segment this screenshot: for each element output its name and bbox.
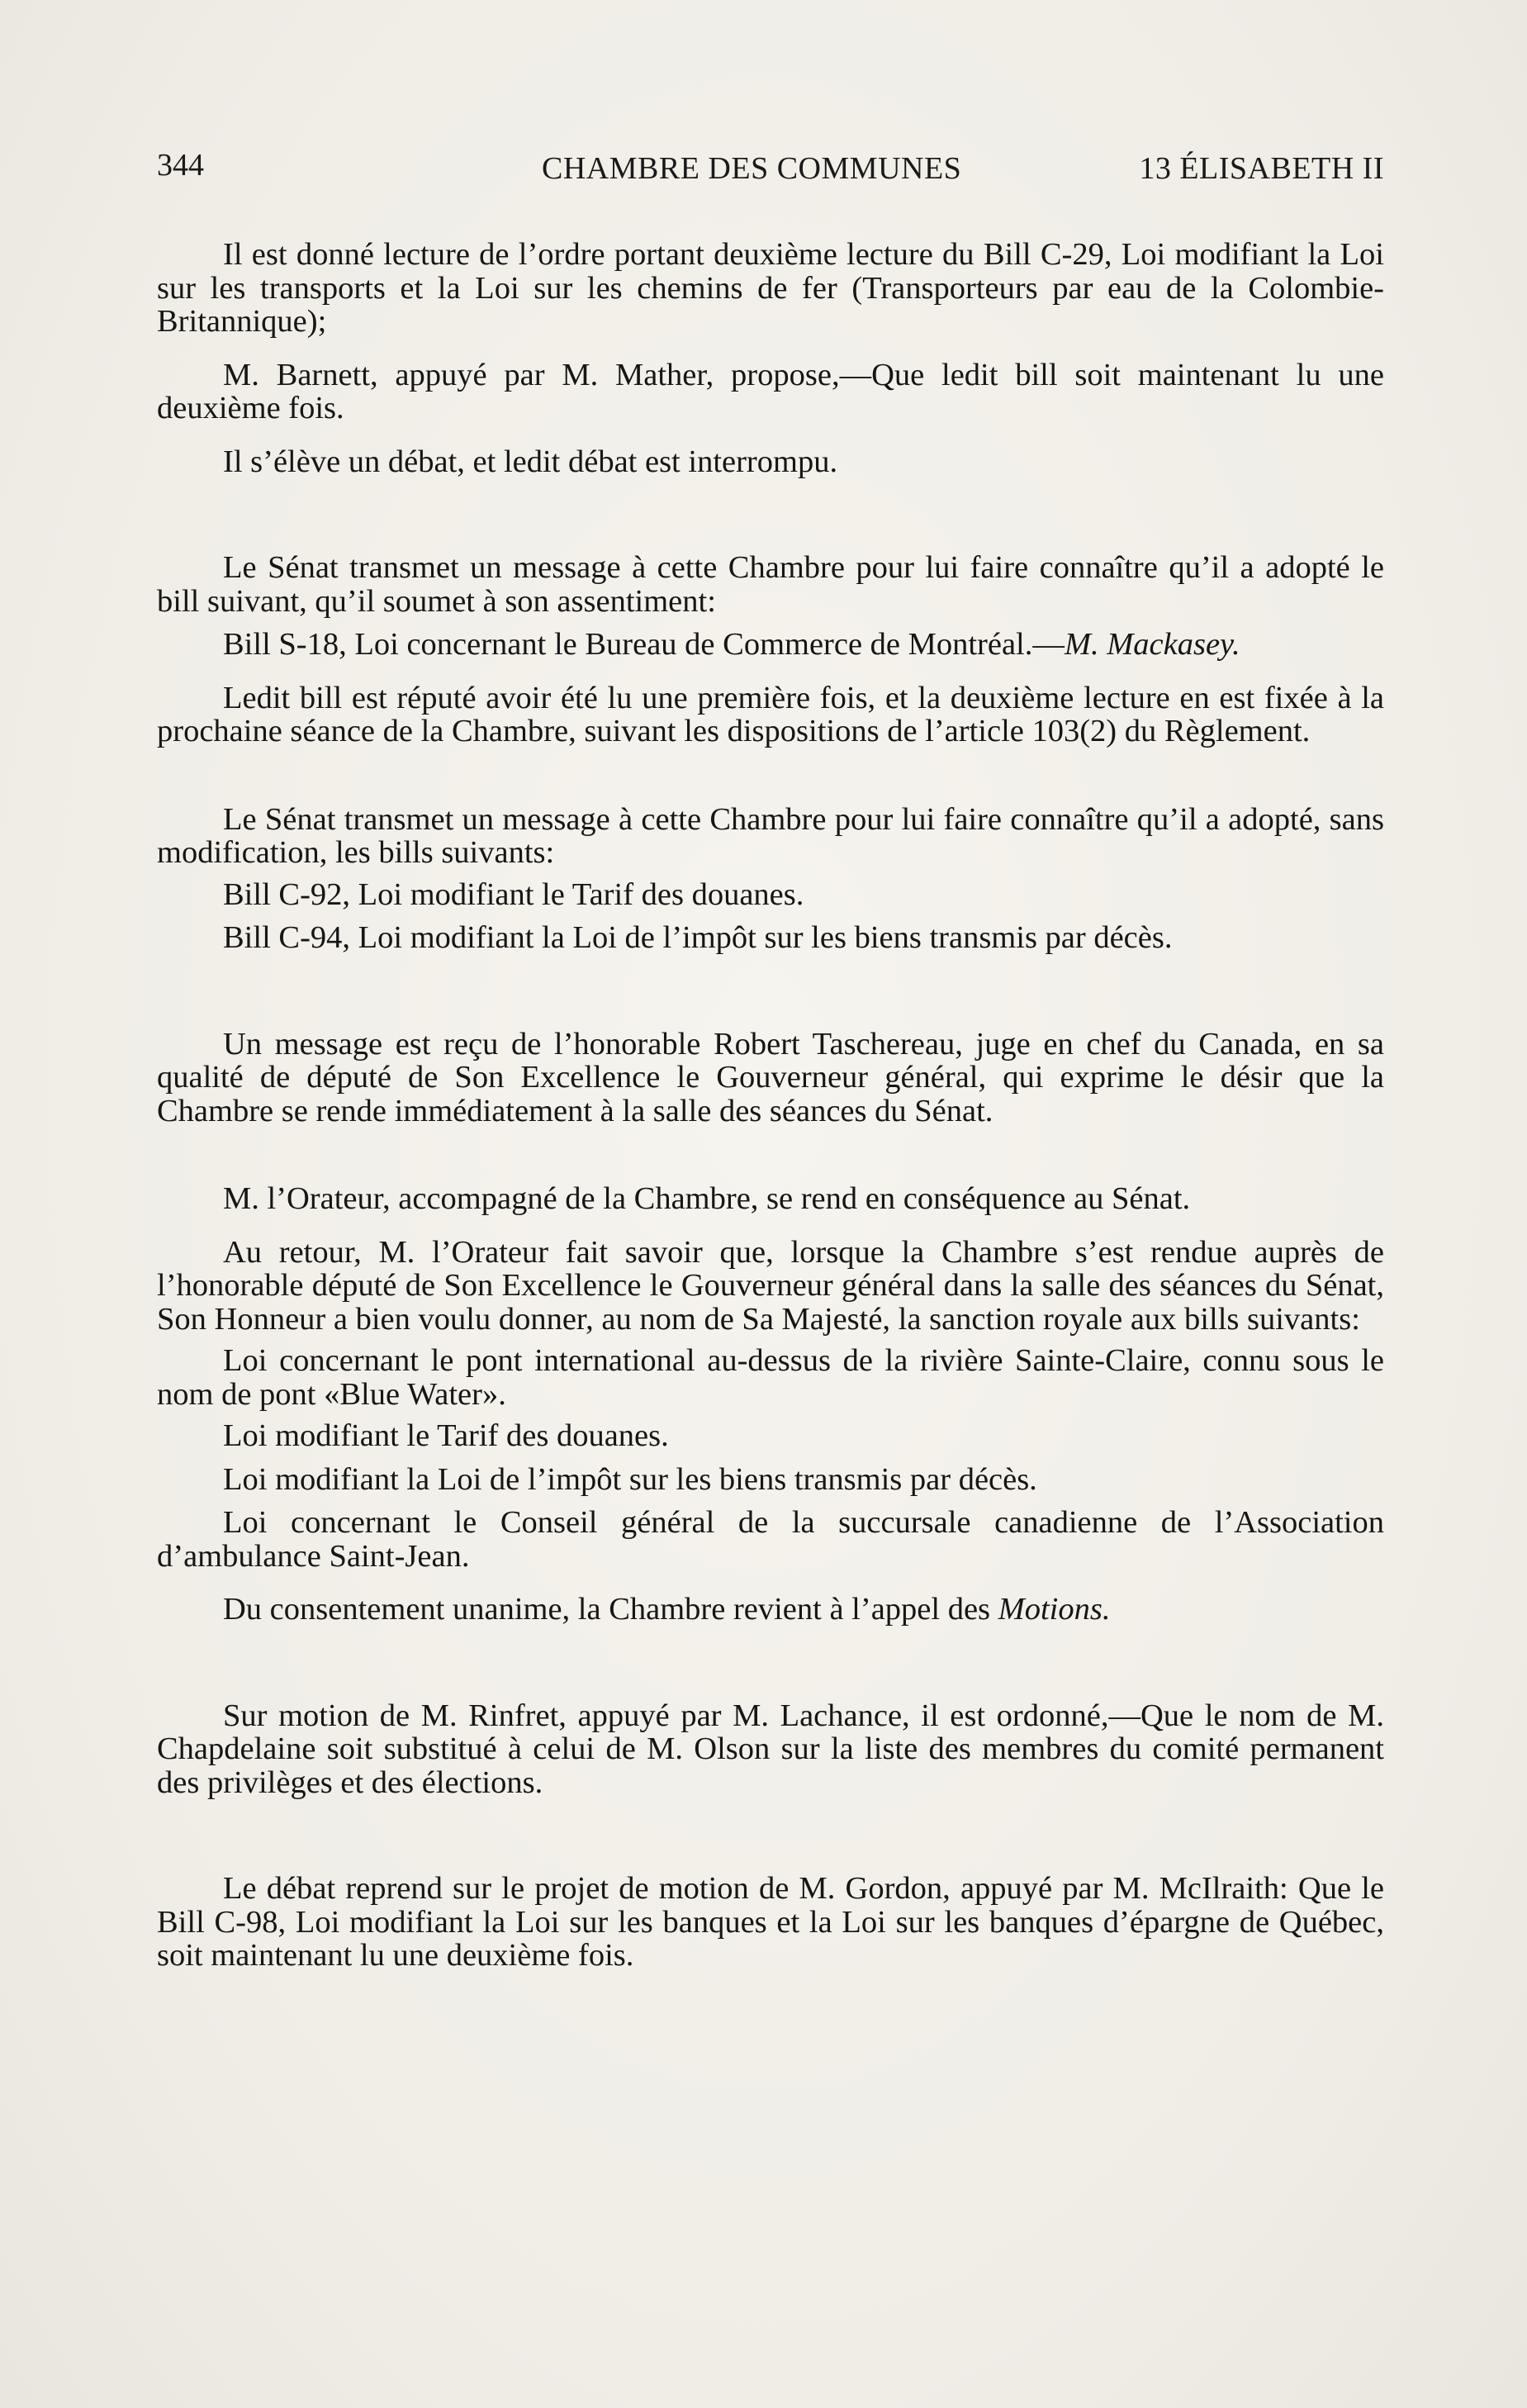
page-number: 344 (157, 148, 204, 183)
paragraph-bill-c92: Bill C-92, Loi modifiant le Tarif des douanes. (223, 876, 804, 912)
paragraph-assent-ambulance: Loi concernant le Conseil général de la succursale canadienne de l’Association d’ambulance Saint-Jean. (157, 1505, 1384, 1574)
bill-s18-text: Bill S-18, Loi concernant le Bureau de Commerce de Montréal.— (223, 627, 1065, 662)
paragraph-second-reading-c29: Il est donné lecture de l’ordre portant deuxième lecture du Bill C-29, Loi modifiant la Loi sur les transports et la Loi sur les chemins de fer (Transporteurs par eau de la Colombie-Britannique); (157, 237, 1384, 339)
paragraph-rinfret-motion: Sur motion de M. Rinfret, appuyé par M. Lachance, il est ordonné,—Que le nom de M. Chapdelaine soit substitué à celui de M. Olson sur la liste des membres du comité permanent des privilèges et des élections. (157, 1698, 1384, 1800)
paragraph-senate-message-2: Le Sénat transmet un message à cette Chambre pour lui faire connaître qu’il a adopté, sans modification, les bills suivants: (157, 801, 1384, 870)
header-regnal-year: 13 ÉLISABETH II (1139, 151, 1384, 186)
document-body (157, 238, 1384, 1973)
paragraph-assent-blue-water: Loi concernant le pont international au-dessus de la rivière Sainte-Claire, connu sous le nom de pont «Blue Water». (157, 1343, 1384, 1412)
paragraph-return-to-motions (157, 1593, 1384, 1627)
return-to-motions-text: Du consentement unanime, la Chambre revient à l’appel des (223, 1592, 998, 1627)
paragraph-first-reading-deemed: Ledit bill est réputé avoir été lu une première fois, et la deuxième lecture en est fixée à la prochaine séance de la Chambre, suivant les dispositions de l’article 103(2) du Règlement. (157, 680, 1384, 748)
paragraph-barnett-motion: M. Barnett, appuyé par M. Mather, propose,—Que ledit bill soit maintenant lu une deuxième fois. (157, 357, 1384, 425)
running-header (157, 147, 1384, 188)
paragraph-assent-impot: Loi modifiant la Loi de l’impôt sur les biens transmis par décès. (223, 1461, 1037, 1497)
header-title: CHAMBRE DES COMMUNES (542, 151, 962, 186)
paragraph-bill-s18 (157, 628, 1384, 662)
paragraph-senate-message-1: Le Sénat transmet un message à cette Chambre pour lui faire connaître qu’il a adopté le bill suivant, qu’il soumet à son assentiment: (157, 550, 1384, 619)
paragraph-bill-c94: Bill C-94, Loi modifiant la Loi de l’impôt sur les biens transmis par décès. (223, 920, 1173, 955)
bill-s18-sponsor: M. Mackasey. (1064, 627, 1240, 662)
paragraph-debate-interrupted: Il s’élève un débat, et ledit débat est interrompu. (223, 444, 838, 479)
paragraph-royal-assent: Au retour, M. l’Orateur fait savoir que, lorsque la Chambre s’est rendue auprès de l’honorable député de Son Excellence le Gouverneur général dans la salle des séances du Sénat, Son Honneur a bien voulu donner, au nom de Sa Majesté, la sanction royale aux bills suivants: (157, 1234, 1384, 1337)
paragraph-message-taschereau: Un message est reçu de l’honorable Robert Taschereau, juge en chef du Canada, en sa qualité de député de Son Excellence le Gouverneur général, qui exprime le désir que la Chambre se rende immédiatement à la salle des séances du Sénat. (157, 1026, 1384, 1128)
paragraph-debate-resumes-c98: Le débat reprend sur le projet de motion de M. Gordon, appuyé par M. McIlraith: Que le Bill C-98, Loi modifiant la Loi sur les banques et la Loi sur les banques d’épargne de Québec, soit maintenant lu une deuxième fois. (157, 1871, 1384, 1973)
motions-word: Motions. (998, 1592, 1111, 1627)
paragraph-speaker-to-senate: M. l’Orateur, accompagné de la Chambre, se rend en conséquence au Sénat. (223, 1181, 1191, 1216)
paragraph-assent-tarif: Loi modifiant le Tarif des douanes. (223, 1418, 669, 1453)
